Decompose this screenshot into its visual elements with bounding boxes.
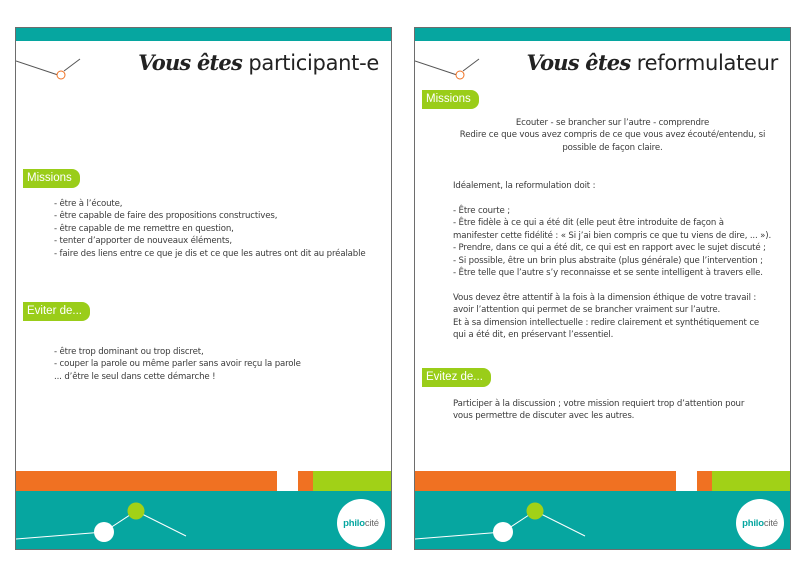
intro-line: Ecouter - se brancher sur l’autre - comprendre — [515, 118, 710, 128]
logo-part-philo: philo — [742, 517, 764, 529]
orange-stripe-small — [697, 471, 712, 491]
missions-intro — [445, 117, 780, 154]
title-role: reformulateur — [630, 51, 778, 75]
logo-part-philo: philo — [343, 517, 365, 529]
list-item: - tenter d’apporter de nouveaux éléments, — [54, 236, 232, 247]
section-heading-missions: Missions — [422, 90, 479, 109]
missions-closing — [453, 292, 759, 342]
network-nodes-decoration-icon — [415, 491, 615, 550]
title-role: participant-e — [242, 51, 379, 75]
closing-line: Et à sa dimension intellectuelle : redire clairement et synthétiquement ce — [453, 317, 760, 328]
eviter-list — [54, 346, 301, 383]
list-item: - être capable de me remettre en question, — [54, 223, 234, 234]
philocite-logo — [337, 499, 385, 547]
list-item: - faire des liens entre ce que je dis et ce que les autres ont dit au préalable — [54, 248, 366, 259]
philocite-logo — [736, 499, 784, 547]
list-item: - Être telle que l’autre s’y reconnaisse et se sente intelligent à travers elle. — [453, 268, 763, 279]
intro-line: possible de façon claire. — [562, 142, 663, 153]
teal-footer — [415, 491, 790, 549]
network-line-decoration-icon — [16, 41, 96, 101]
list-item: - Prendre, dans ce qui a été dit, ce qui est en rapport avec le sujet discuté ; — [453, 243, 766, 254]
missions-lead — [453, 180, 595, 192]
card-reformulateur — [414, 27, 791, 550]
section-heading-evitez: Evitez de... — [422, 368, 491, 387]
intro-line: Redire ce que vous avez compris de ce que vous avez écouté/entendu, si — [459, 130, 766, 141]
card-participant — [15, 27, 392, 550]
closing-line: avoir l’attention qui permet de se brancher vraiment sur l’autre. — [453, 305, 721, 316]
list-item: - être à l’écoute, — [54, 199, 123, 209]
green-stripe — [712, 471, 790, 491]
title-lead: Vous êtes — [526, 50, 631, 75]
card-title — [138, 50, 379, 75]
color-stripe — [16, 471, 391, 491]
closing-line: qui a été dit, en préservant l’essentiel. — [453, 330, 614, 341]
missions-list — [453, 205, 771, 279]
orange-stripe — [415, 471, 676, 491]
list-item: - être capable de faire des propositions constructives, — [54, 211, 278, 222]
evitez-text — [453, 398, 744, 423]
lead-text: Idéalement, la reformulation doit : — [453, 181, 596, 191]
evitez-line: Participer à la discussion ; votre mission requiert trop d’attention pour — [453, 399, 745, 409]
closing-line: Vous devez être attentif à la fois à la dimension éthique de votre travail : — [453, 293, 757, 303]
network-nodes-decoration-icon — [16, 491, 216, 550]
list-item: - Être courte ; — [453, 206, 510, 216]
orange-stripe-small — [298, 471, 313, 491]
card-title — [527, 50, 778, 75]
orange-stripe — [16, 471, 277, 491]
list-item: - Si possible, être un brin plus abstraite (plus générale) que l’intervention ; — [453, 255, 763, 266]
teal-footer — [16, 491, 391, 549]
title-lead: Vous êtes — [138, 50, 242, 75]
top-teal-bar — [415, 28, 790, 41]
top-teal-bar — [16, 28, 391, 41]
missions-list — [54, 198, 365, 260]
list-item: - couper la parole ou même parler sans avoir reçu la parole — [54, 359, 301, 370]
logo-part-cite: cité — [364, 517, 379, 529]
evitez-line: vous permettre de discuter avec les autres. — [453, 411, 635, 422]
list-item: manifester cette fidélité : « Si j’ai bien compris ce que tu viens de dire, ... »). — [453, 230, 772, 241]
color-stripe — [415, 471, 790, 491]
section-heading-missions: Missions — [23, 169, 80, 188]
section-heading-eviter: Eviter de... — [23, 302, 90, 321]
green-stripe — [313, 471, 391, 491]
list-item: - être trop dominant ou trop discret, — [54, 347, 204, 357]
list-item: - Être fidèle à ce qui a été dit (elle peut être introduite de façon à — [453, 218, 724, 229]
logo-part-cite: cité — [763, 517, 778, 529]
list-item: ... d’être le seul dans cette démarche ! — [54, 371, 216, 382]
